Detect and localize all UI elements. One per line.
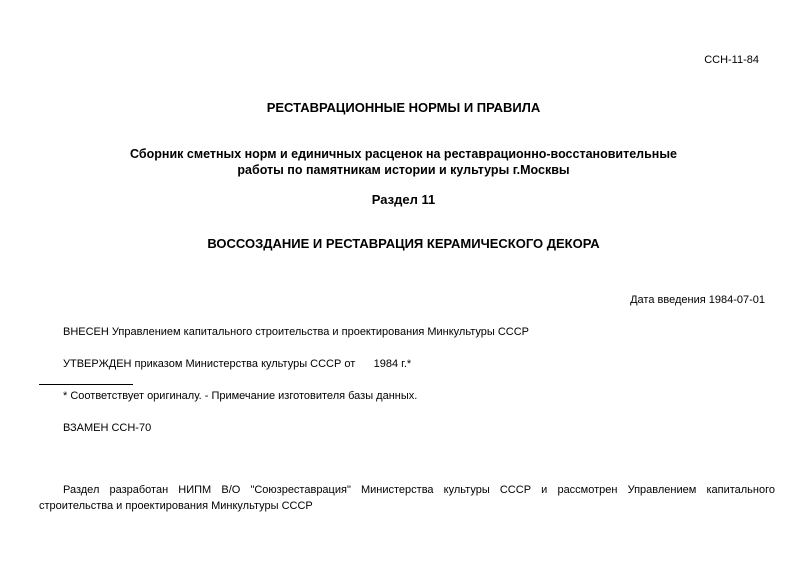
replaces-paragraph: ВЗАМЕН ССН-70 — [63, 422, 152, 434]
effective-date: Дата введения 1984-07-01 — [630, 294, 765, 306]
document-code: ССН-11-84 — [704, 54, 759, 66]
developed-by-paragraph — [39, 482, 775, 514]
subtitle-line-1: Сборник сметных норм и единичных расценок на реставрационно-восстановительные — [130, 147, 677, 161]
developed-by-line-1: Раздел разработан НИПМ В/О "Союзреставрация" Министерства культуры СССР и рассмотрен Управлением капитального — [63, 484, 775, 496]
footnote-divider — [39, 384, 133, 385]
document-subtitle — [0, 146, 807, 178]
footnote-text: * Соответствует оригиналу. - Примечание изготовителя базы данных. — [63, 390, 418, 402]
introduced-by-paragraph: ВНЕСЕН Управлением капитального строительства и проектирования Минкультуры СССР — [63, 326, 530, 338]
subtitle-line-2: работы по памятникам истории и культуры г.Москвы — [237, 163, 570, 177]
section-number: Раздел 11 — [371, 192, 436, 207]
approved-by-paragraph: УТВЕРЖДЕН приказом Министерства культуры СССР от 1984 г.* — [63, 358, 412, 370]
document-title: РЕСТАВРАЦИОННЫЕ НОРМЫ И ПРАВИЛА — [266, 100, 541, 115]
section-title: ВОССОЗДАНИЕ И РЕСТАВРАЦИЯ КЕРАМИЧЕСКОГО ДЕКОРА — [207, 236, 600, 251]
developed-by-line-2: строительства и проектирования Минкультуры СССР — [39, 500, 313, 512]
